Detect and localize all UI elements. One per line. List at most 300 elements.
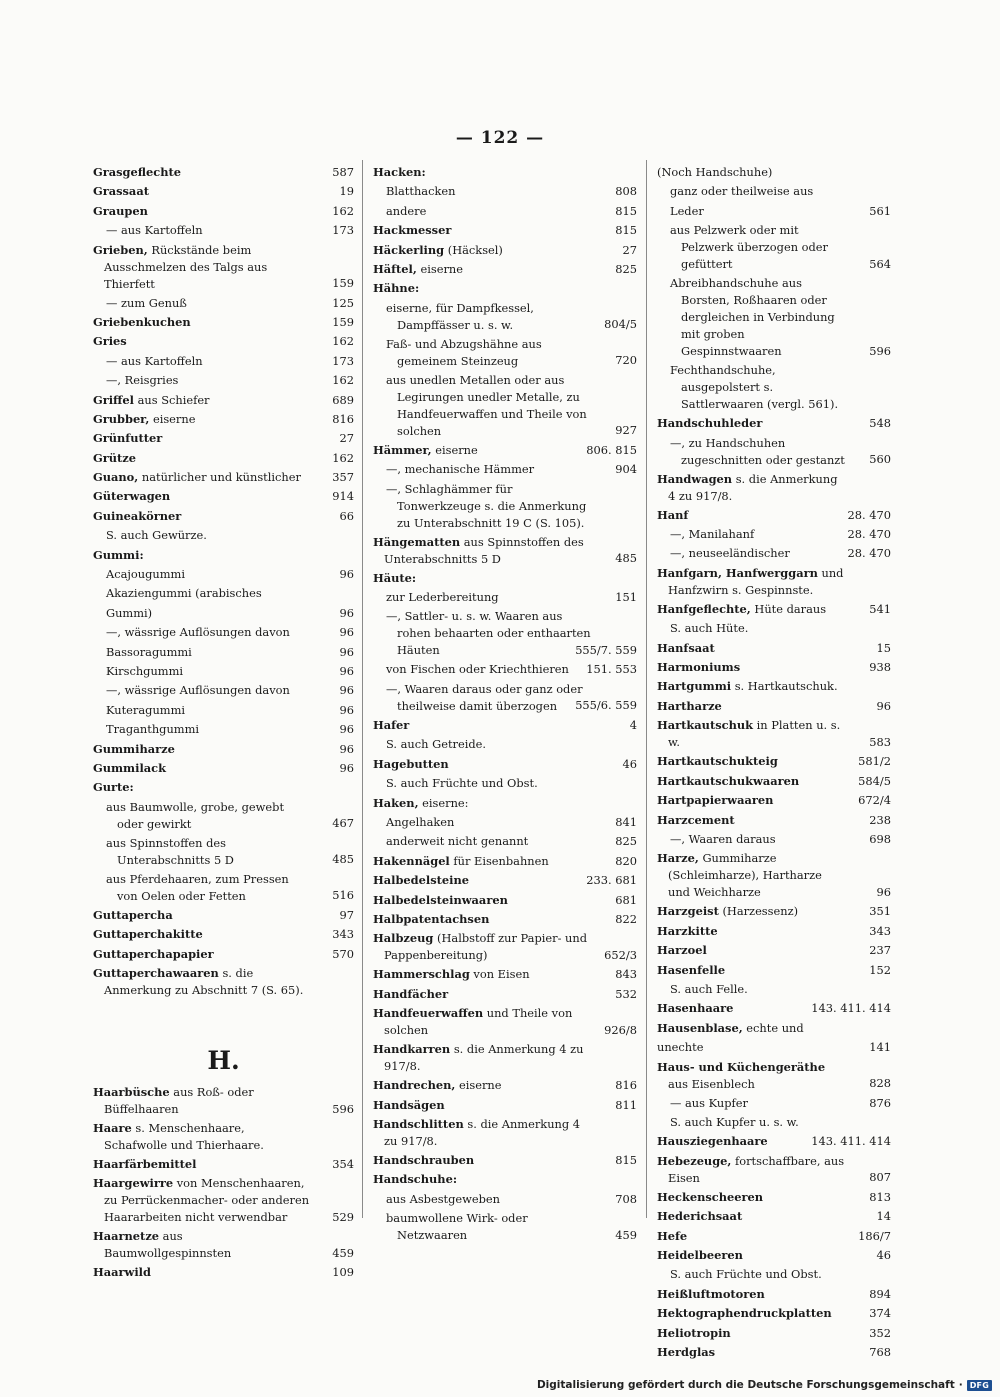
index-subentry: [670, 274, 891, 361]
index-entry: [373, 533, 637, 569]
entry-text: [386, 1209, 593, 1245]
index-subentry: [386, 202, 637, 221]
index-subentry: [106, 798, 354, 834]
entry-text: [657, 1246, 847, 1265]
entry-text: [657, 1152, 847, 1188]
index-entry: [373, 1096, 637, 1115]
index-subentry: [386, 680, 637, 716]
index-subentry: [386, 607, 637, 660]
index-entry: [93, 1083, 354, 1119]
entry-page-ref: 459: [615, 1227, 637, 1242]
entry-page-ref: 828: [869, 1076, 891, 1091]
entry-page-ref: 825: [615, 834, 637, 849]
index-entry: [93, 778, 354, 797]
entry-text: [657, 772, 847, 791]
entry-headword: Hefe: [657, 1228, 688, 1243]
entry-description: —, wässrige Auflösungen davon: [106, 683, 290, 698]
index-entry: [373, 1115, 637, 1151]
entry-text: [670, 1265, 847, 1284]
entry-headword: Hektographendruckplatten: [657, 1306, 832, 1321]
index-entry: [373, 716, 637, 735]
entry-description: andere: [386, 203, 427, 218]
entry-page-ref: 96: [339, 760, 354, 775]
index-entry: [93, 507, 354, 526]
entry-text: [93, 429, 310, 448]
index-entry: [373, 891, 637, 910]
entry-description: natürlicher und künstlicher: [138, 470, 301, 485]
entry-headword: Haarbüsche: [93, 1085, 170, 1099]
index-entry: [657, 1324, 891, 1343]
entry-description: s. Hartkautschuk.: [731, 679, 838, 694]
entry-text: [93, 241, 310, 294]
entry-description: S. auch Kupfer u. s. w.: [670, 1114, 799, 1129]
entry-headword: Haus- und Küchengeräthe: [657, 1059, 826, 1074]
entry-description: aus Schiefer: [133, 392, 210, 407]
index-entry: [93, 449, 354, 468]
entry-text: [373, 852, 593, 871]
column-divider: [646, 160, 647, 1218]
entry-headword: Hafer: [373, 717, 410, 732]
entry-text: [373, 1115, 593, 1151]
entry-text: [657, 961, 847, 980]
entry-text: [93, 202, 310, 221]
entry-headword: Grassaat: [93, 184, 149, 199]
entry-text: [106, 352, 310, 371]
entry-text: [657, 414, 847, 433]
entry-text: [386, 660, 593, 679]
entry-description: — aus Kartoffeln: [106, 353, 203, 368]
index-entry: [657, 470, 891, 506]
index-entry: [373, 260, 637, 279]
entry-page-ref: 532: [615, 986, 637, 1001]
entry-description: s. die Anmerkung 4 zu 917/8.: [384, 1042, 584, 1074]
entry-text: [93, 163, 310, 182]
index-subentry: [106, 681, 354, 700]
entry-headword: Hebezeuge,: [657, 1153, 732, 1168]
entry-headword: Hanfgeflechte,: [657, 601, 751, 616]
index-entry: [373, 279, 637, 298]
index-subentry: [386, 480, 637, 533]
entry-text: [657, 1227, 847, 1246]
entry-description: Kuteragummi: [106, 702, 186, 717]
entry-page-ref: 28. 470: [847, 507, 891, 522]
entry-headword: Grubber,: [93, 412, 150, 427]
index-entry: [373, 852, 637, 871]
entry-page-ref: 66: [339, 508, 354, 523]
index-subentry: [670, 1113, 891, 1132]
entry-page-ref: 19: [339, 184, 354, 199]
entry-headword: Halbzeug: [373, 931, 434, 946]
entry-headword: Haargewirre: [93, 1176, 174, 1191]
entry-text: [93, 906, 310, 925]
entry-description: s. die Anmerkung zu Abschnitt 7 (S. 65).: [104, 966, 304, 997]
entry-description: eiserne: [431, 442, 478, 457]
entry-description: eiserne: [455, 1078, 502, 1093]
entry-text: [657, 677, 847, 696]
index-subentry: [386, 299, 637, 335]
entry-page-ref: 96: [339, 566, 354, 581]
index-entry: [657, 1227, 891, 1246]
entry-headword: Guttaperchakitte: [93, 927, 203, 942]
entry-page-ref: 238: [869, 812, 891, 827]
entry-page-ref: 96: [876, 698, 891, 713]
entry-headword: Handschlitten: [373, 1116, 464, 1131]
entry-page-ref: 815: [615, 203, 637, 218]
entry-headword: Guttaperchapapier: [93, 946, 214, 961]
index-subentry: [106, 221, 354, 240]
entry-description: aus Pelzwerk oder mit Pelzwerk überzogen oder gefüttert: [670, 223, 828, 272]
entry-page-ref: 584/5: [858, 773, 891, 788]
entry-description: —, Schlaghämmer für Tonwerkzeuge s. die Anmerkung zu Unterabschnitt 19 C (S. 105).: [386, 481, 587, 530]
entry-page-ref: 698: [869, 831, 891, 846]
entry-text: [386, 735, 593, 754]
entry-text: [373, 1096, 593, 1115]
index-subentry: [386, 774, 637, 793]
entry-headword: Hanfsaat: [657, 640, 715, 655]
entry-page-ref: 904: [615, 462, 637, 477]
index-entry: [93, 1174, 354, 1227]
entry-description: —, zu Handschuhen zugeschnitten oder gestanzt: [670, 435, 845, 467]
index-entry: [373, 1170, 637, 1189]
entry-headword: Harmoniums: [657, 660, 741, 675]
index-entry: [373, 985, 637, 1004]
entry-page-ref: 555/6. 559: [575, 698, 637, 713]
entry-text: [373, 871, 593, 890]
entry-page-ref: 162: [332, 450, 354, 465]
spacer: [93, 1000, 354, 1019]
index-entry: [657, 902, 891, 921]
entry-text: [93, 468, 310, 487]
entry-page-ref: 820: [615, 853, 637, 868]
index-entry: [657, 716, 891, 752]
index-entry: [93, 906, 354, 925]
index-entry: [657, 1246, 891, 1265]
entry-headword: Handschuhleder: [657, 416, 763, 431]
entry-headword: Häftel,: [373, 262, 417, 277]
index-subentry: [106, 662, 354, 681]
index-entry: [93, 1119, 354, 1155]
index-entry: [93, 332, 354, 351]
entry-description: Faß- und Abzugshähne aus gemeinem Steinzeug: [386, 336, 542, 368]
index-entry: [93, 740, 354, 759]
entry-headword: Hartkautschukteig: [657, 754, 778, 769]
index-entry: [373, 221, 637, 240]
index-entry: [657, 639, 891, 658]
entry-text: [386, 813, 593, 832]
index-entry: [657, 1058, 891, 1094]
index-entry: [657, 677, 891, 696]
index-entry: [93, 759, 354, 778]
entry-description: S. auch Getreide.: [386, 737, 487, 752]
entry-page-ref: 843: [615, 967, 637, 982]
index-subentry: [670, 980, 891, 999]
entry-page-ref: 720: [615, 353, 637, 368]
index-entry: [657, 922, 891, 941]
index-entry: [373, 163, 637, 182]
entry-page-ref: 708: [615, 1191, 637, 1206]
entry-headword: Hanf: [657, 507, 689, 522]
entry-page-ref: 96: [339, 605, 354, 620]
index-entry: [657, 811, 891, 830]
entry-page-ref: 485: [615, 551, 637, 566]
index-subentry: [386, 588, 637, 607]
entry-text: [373, 1076, 593, 1095]
entry-description: von Fischen oder Kriechthieren: [386, 662, 569, 677]
entry-headword: Hammerschlag: [373, 967, 470, 982]
index-entry: [373, 929, 637, 965]
entry-text: [93, 1083, 310, 1119]
index-entry: [373, 569, 637, 588]
entry-headword: Grünfutter: [93, 431, 163, 446]
entry-description: eiserne:: [418, 795, 469, 810]
entry-headword: Haken,: [373, 795, 419, 810]
entry-page-ref: 143. 411. 414: [811, 1001, 891, 1016]
entry-text: [373, 794, 593, 813]
entry-headword: Handrechen,: [373, 1078, 456, 1093]
entry-page-ref: 815: [615, 1152, 637, 1167]
entry-text: [657, 1019, 847, 1058]
entry-text: [386, 299, 593, 335]
entry-page-ref: 808: [615, 184, 637, 199]
entry-description: Rückstände beim Ausschmelzen des Talgs aus Thierfett: [104, 242, 268, 291]
entry-page-ref: 141: [869, 1040, 891, 1055]
entry-text: [670, 1113, 847, 1132]
entry-text: [657, 1207, 847, 1226]
entry-text: [657, 849, 847, 902]
entry-page-ref: 894: [869, 1286, 891, 1301]
entry-page-ref: 564: [869, 256, 891, 271]
entry-text: [373, 260, 593, 279]
entry-text: [670, 544, 847, 563]
entry-page-ref: 583: [869, 734, 891, 749]
entry-page-ref: 27: [339, 431, 354, 446]
entry-page-ref: 652/3: [604, 947, 637, 962]
entry-text: [106, 526, 310, 545]
entry-text: [657, 941, 847, 960]
index-entry: [657, 961, 891, 980]
entry-headword: Hakennägel: [373, 853, 450, 868]
entry-page-ref: 816: [332, 412, 354, 427]
entry-description: Fechthandschuhe, ausgepolstert s. Sattlerwaaren (vergl. 561).: [670, 363, 839, 412]
entry-headword: Häute:: [373, 570, 417, 585]
entry-headword: Hausziegenhaare: [657, 1134, 768, 1149]
index-column-2: [373, 163, 637, 1245]
index-subentry: [106, 701, 354, 720]
index-entry: [657, 849, 891, 902]
entry-page-ref: 46: [876, 1248, 891, 1262]
entry-text: [670, 221, 847, 274]
entry-text: [386, 480, 593, 533]
index-subentry: [670, 1265, 891, 1284]
index-subentry: [386, 832, 637, 851]
entry-text: [106, 834, 310, 870]
index-subentry: [106, 371, 354, 390]
entry-text: [386, 335, 593, 371]
entry-description: eiserne: [416, 262, 463, 277]
entry-description: s. Menschenhaare, Schafwolle und Thierhaare.: [104, 1121, 264, 1152]
entry-page-ref: 804/5: [604, 317, 637, 332]
index-entry: [93, 925, 354, 944]
entry-headword: Hasenfelle: [657, 962, 726, 977]
entry-text: [657, 639, 847, 658]
entry-page-ref: 162: [332, 203, 354, 218]
entry-description: s. die Anmerkung 4 zu 917/8.: [668, 471, 838, 503]
entry-description: baumwollene Wirk- oder Netzwaaren: [386, 1211, 528, 1243]
entry-description: S. auch Früchte und Obst.: [670, 1267, 822, 1282]
entry-page-ref: 529: [332, 1210, 354, 1224]
index-entry: [93, 241, 354, 294]
entry-text: [106, 294, 310, 313]
entry-text: [373, 279, 593, 298]
entry-text: [657, 506, 847, 525]
entry-headword: Haarwild: [93, 1265, 151, 1280]
entry-text: [93, 1174, 310, 1227]
entry-page-ref: 28. 470: [847, 527, 891, 542]
entry-headword: Harzgeist: [657, 904, 719, 919]
entry-page-ref: 560: [869, 452, 891, 467]
entry-page-ref: 768: [869, 1345, 891, 1360]
index-entry: [657, 163, 891, 182]
entry-page-ref: 581/2: [858, 754, 891, 769]
entry-headword: Heckenscheeren: [657, 1189, 764, 1204]
entry-description: von Menschenhaaren, zu Perrückenmacher- oder anderen Haararbeiten nicht verwendbar: [104, 1176, 310, 1225]
entry-page-ref: 109: [332, 1265, 354, 1280]
index-entry: [93, 468, 354, 487]
entry-page-ref: 96: [339, 702, 354, 717]
entry-text: [106, 662, 310, 681]
entry-text: [386, 202, 593, 221]
index-entry: [657, 697, 891, 716]
dfg-logo: DFG: [967, 1380, 992, 1391]
column-divider: [362, 160, 363, 1218]
index-entry: [93, 964, 354, 1000]
entry-headword: Gummiharze: [93, 741, 175, 756]
entry-description: Akaziengummi (arabisches Gummi): [106, 586, 262, 620]
entry-page-ref: 4: [629, 717, 637, 732]
entry-headword: Handkarren: [373, 1042, 451, 1057]
entry-page-ref: 374: [869, 1306, 891, 1321]
entry-page-ref: 151. 553: [586, 662, 637, 677]
entry-text: [386, 588, 593, 607]
entry-page-ref: 587: [332, 165, 354, 179]
entry-description: (Harzessenz): [718, 904, 799, 919]
entry-page-ref: 459: [332, 1246, 354, 1260]
index-subentry: [386, 460, 637, 479]
entry-page-ref: 816: [615, 1078, 637, 1093]
index-subentry: [670, 544, 891, 563]
index-entry: [657, 1207, 891, 1226]
entry-text: [93, 925, 310, 944]
index-entry: [373, 794, 637, 813]
entry-description: aus Eisenblech: [668, 1076, 755, 1091]
entry-headword: Hausenblase,: [657, 1020, 743, 1035]
entry-text: [657, 658, 847, 677]
footer-text: Digitalisierung gefördert durch die Deutsche Forschungsgemeinschaft: [536, 1379, 955, 1391]
entry-page-ref: 548: [869, 416, 891, 431]
entry-text: [657, 470, 847, 506]
entry-description: anderweit nicht genannt: [386, 834, 529, 849]
entry-description: (Halbstoff zur Papier- und Pappenbereitung): [384, 931, 588, 963]
entry-page-ref: 681: [615, 892, 637, 907]
entry-text: [106, 565, 310, 584]
entry-page-ref: 689: [332, 392, 354, 407]
entry-headword: Herdglas: [657, 1345, 716, 1360]
entry-page-ref: 926/8: [604, 1022, 637, 1037]
section-letter-heading: H.: [207, 1046, 240, 1075]
entry-text: [373, 1170, 593, 1189]
entry-description: und Theile von solchen: [384, 1006, 573, 1038]
entry-description: —, Waaren daraus: [670, 831, 776, 846]
entry-page-ref: 516: [332, 888, 354, 903]
entry-headword: Harze,: [657, 851, 699, 866]
entry-page-ref: 143. 411. 414: [811, 1134, 891, 1149]
entry-description: echte und unechte: [657, 1020, 804, 1055]
entry-page-ref: 46: [622, 756, 637, 771]
index-subentry: [106, 352, 354, 371]
entry-description: aus Spinnstoffen des Unterabschnitts 5 D: [106, 835, 234, 867]
entry-page-ref: 485: [332, 852, 354, 867]
entry-page-ref: 27: [622, 242, 637, 257]
entry-headword: Graupen: [93, 203, 148, 218]
index-subentry: [670, 182, 891, 221]
entry-description: in Platten u. s. w.: [668, 718, 841, 750]
index-entry: [93, 163, 354, 182]
entry-description: — aus Kupfer: [670, 1095, 748, 1110]
entry-text: [670, 980, 847, 999]
entry-text: [93, 945, 310, 964]
entry-description: Blatthacken: [386, 184, 456, 199]
entry-headword: Hartkautschukwaaren: [657, 773, 800, 788]
index-column-1: [93, 163, 354, 1283]
index-subentry: [106, 720, 354, 739]
entry-text: [386, 680, 593, 716]
entry-text: [670, 274, 847, 361]
entry-text: [373, 241, 593, 260]
entry-headword: Guttapercha: [93, 907, 173, 922]
entry-description: Bassoragummi: [106, 644, 192, 659]
entry-text: [373, 929, 593, 965]
entry-text: [106, 643, 310, 662]
index-subentry: [106, 623, 354, 642]
entry-page-ref: 343: [332, 927, 354, 942]
entry-text: [670, 434, 847, 470]
entry-text: [657, 1188, 847, 1207]
entry-headword: Gurte:: [93, 780, 134, 795]
entry-description: S. auch Früchte und Obst.: [386, 776, 538, 791]
entry-headword: Häckerling: [373, 242, 445, 257]
entry-headword: Halbpatentachsen: [373, 911, 490, 926]
entry-headword: Heliotropin: [657, 1325, 731, 1340]
entry-text: [373, 1040, 593, 1076]
index-entry: [93, 429, 354, 448]
entry-page-ref: 914: [332, 489, 354, 504]
entry-description: —, wässrige Auflösungen davon: [106, 625, 290, 640]
entry-headword: Gummi:: [93, 547, 144, 562]
entry-description: aus Baumwolle, grobe, gewebt oder gewirkt: [106, 799, 285, 831]
index-entry: [657, 1188, 891, 1207]
index-entry: [373, 1076, 637, 1095]
entry-headword: Grieben,: [93, 242, 148, 257]
entry-headword: Güterwagen: [93, 489, 171, 504]
index-entry: [657, 999, 891, 1018]
index-entry: [657, 506, 891, 525]
entry-page-ref: 351: [869, 904, 891, 919]
entry-headword: Guttaperchawaaren: [93, 966, 219, 980]
entry-page-ref: 570: [332, 946, 354, 961]
index-subentry: [670, 434, 891, 470]
entry-page-ref: 15: [876, 640, 891, 655]
index-entry: [657, 772, 891, 791]
